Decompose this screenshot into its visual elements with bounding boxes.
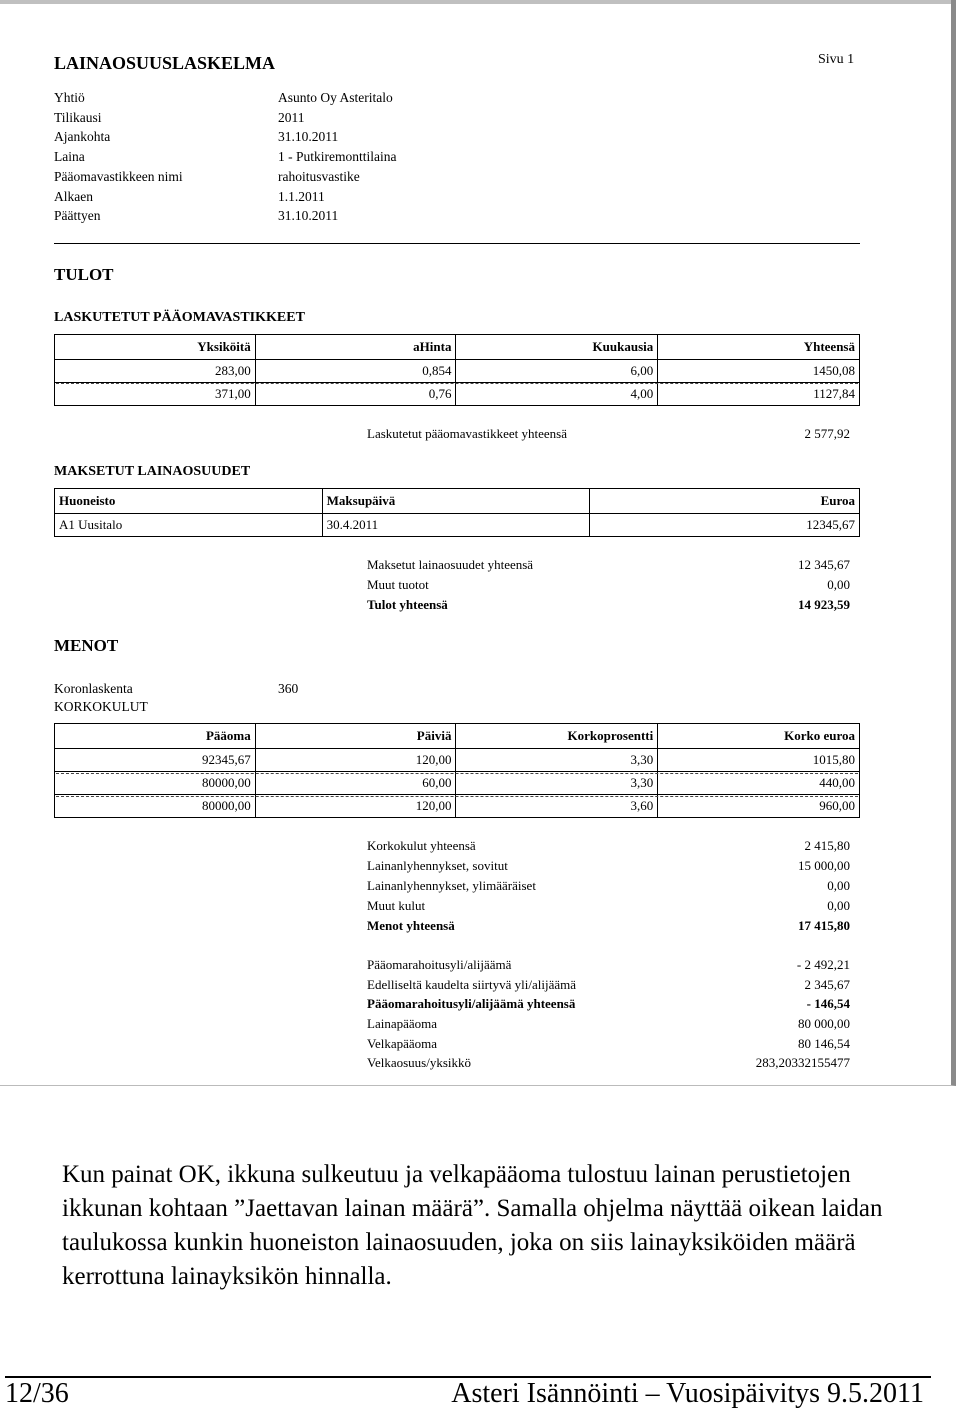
summary-label: Pääomarahoitusyli/alijäämä yhteensä bbox=[367, 996, 576, 1011]
table-cell: 4,00 bbox=[456, 383, 658, 406]
info-value-alkaen: 1.1.2011 bbox=[278, 189, 325, 204]
footer-page-number: 12/36 bbox=[5, 1378, 69, 1409]
laskutetut-total-value: 2 577,92 bbox=[804, 426, 850, 441]
tulot-total-label: Tulot yhteensä bbox=[367, 597, 448, 612]
table-cell: 92345,67 bbox=[55, 749, 256, 772]
table-cell: 1450,08 bbox=[658, 360, 860, 383]
column-header: Kuukausia bbox=[456, 335, 658, 360]
korkokulut-heading: KORKOKULUT bbox=[54, 699, 148, 714]
info-label-paaomavastike: Pääomavastikkeen nimi bbox=[54, 169, 183, 184]
korkokulut-table bbox=[54, 723, 860, 818]
footer-publication: Asteri Isännöinti – Vuosipäivitys 9.5.2011 bbox=[451, 1378, 924, 1409]
window-top-border bbox=[0, 0, 951, 4]
summary-label: Edelliseltä kaudelta siirtyvä yli/alijäämä bbox=[367, 977, 577, 992]
column-header: Yksiköitä bbox=[55, 335, 256, 360]
info-label-tilikausi: Tilikausi bbox=[54, 110, 102, 125]
table-cell: 371,00 bbox=[55, 383, 256, 406]
column-header: Yhteensä bbox=[658, 335, 860, 360]
column-header: Huoneisto bbox=[55, 489, 323, 514]
table-cell: 0,854 bbox=[255, 360, 456, 383]
table-cell: 120,00 bbox=[255, 795, 456, 818]
info-value-paaomavastike: rahoitusvastike bbox=[278, 169, 360, 184]
summary-value: 80 146,54 bbox=[798, 1036, 850, 1051]
summary-label: Muut tuotot bbox=[367, 577, 429, 592]
column-header: Korkoprosentti bbox=[456, 724, 658, 749]
maksetut-table bbox=[54, 488, 860, 537]
summary-label: Lainanlyhennykset, sovitut bbox=[367, 858, 508, 873]
table-cell: 1127,84 bbox=[658, 383, 860, 406]
divider-line bbox=[54, 243, 860, 244]
summary-label: Lainanlyhennykset, ylimääräiset bbox=[367, 878, 536, 893]
table-cell: 3,30 bbox=[456, 749, 658, 772]
dashed-separator bbox=[56, 796, 858, 797]
table-cell: 1015,80 bbox=[658, 749, 860, 772]
summary-value: - 2 492,21 bbox=[796, 957, 850, 972]
table-row bbox=[55, 360, 860, 383]
table-cell: 12345,67 bbox=[590, 514, 860, 537]
table-cell: 60,00 bbox=[255, 772, 456, 795]
summary-label: Velkaosuus/yksikkö bbox=[367, 1055, 471, 1070]
summary-value: 15 000,00 bbox=[798, 858, 850, 873]
menot-total-label: Menot yhteensä bbox=[367, 918, 455, 933]
table-cell: 80000,00 bbox=[55, 795, 256, 818]
summary-value: 2 345,67 bbox=[804, 977, 850, 992]
summary-value: 0,00 bbox=[827, 577, 850, 592]
column-header: aHinta bbox=[255, 335, 456, 360]
menot-total-value: 17 415,80 bbox=[798, 918, 850, 933]
koronlaskenta-label: Koronlaskenta bbox=[54, 681, 133, 696]
column-header: Päiviä bbox=[255, 724, 456, 749]
dashed-separator bbox=[56, 383, 858, 384]
summary-label: Korkokulut yhteensä bbox=[367, 838, 476, 853]
column-header: Pääoma bbox=[55, 724, 256, 749]
info-value-tilikausi: 2011 bbox=[278, 110, 305, 125]
table-row bbox=[55, 514, 860, 537]
info-label-paattyen: Päättyen bbox=[54, 208, 101, 223]
summary-label: Pääomarahoitusyli/alijäämä bbox=[367, 957, 512, 972]
column-header: Korko euroa bbox=[658, 724, 860, 749]
table-cell: 6,00 bbox=[456, 360, 658, 383]
laskutetut-total-label: Laskutetut pääomavastikkeet yhteensä bbox=[367, 426, 567, 441]
table-cell: A1 Uusitalo bbox=[55, 514, 323, 537]
table-cell: 440,00 bbox=[658, 772, 860, 795]
tulot-total-value: 14 923,59 bbox=[798, 597, 850, 612]
table-row bbox=[55, 795, 860, 818]
info-label-yhtio: Yhtiö bbox=[54, 90, 85, 105]
report-title: LAINAOSUUSLASKELMA bbox=[54, 53, 276, 73]
maksetut-heading: MAKSETUT LAINAOSUUDET bbox=[54, 464, 251, 479]
info-value-laina: 1 - Putkiremonttilaina bbox=[278, 149, 397, 164]
summary-value: 80 000,00 bbox=[798, 1016, 850, 1031]
column-header: Euroa bbox=[590, 489, 860, 514]
table-cell: 80000,00 bbox=[55, 772, 256, 795]
table-cell: 960,00 bbox=[658, 795, 860, 818]
summary-label: Lainapääoma bbox=[367, 1016, 438, 1031]
summary-value: 0,00 bbox=[827, 898, 850, 913]
table-row bbox=[55, 772, 860, 795]
info-value-yhtio: Asunto Oy Asteritalo bbox=[278, 90, 393, 105]
table-header-row bbox=[55, 489, 860, 514]
report-page-number: Sivu 1 bbox=[818, 52, 855, 67]
info-label-ajankohta: Ajankohta bbox=[54, 129, 111, 144]
summary-label: Maksetut lainaosuudet yhteensä bbox=[367, 557, 534, 572]
laskutetut-table bbox=[54, 334, 860, 406]
menot-heading: MENOT bbox=[54, 636, 119, 655]
table-cell: 0,76 bbox=[255, 383, 456, 406]
summary-value: - 146,54 bbox=[806, 996, 850, 1011]
info-value-ajankohta: 31.10.2011 bbox=[278, 129, 339, 144]
info-label-alkaen: Alkaen bbox=[54, 189, 93, 204]
column-header: Maksupäivä bbox=[322, 489, 590, 514]
summary-label: Velkapääoma bbox=[367, 1036, 438, 1051]
table-row bbox=[55, 749, 860, 772]
table-cell: 30.4.2011 bbox=[322, 514, 590, 537]
tulot-heading: TULOT bbox=[54, 265, 114, 284]
table-row bbox=[55, 383, 860, 406]
info-value-paattyen: 31.10.2011 bbox=[278, 208, 339, 223]
info-label-laina: Laina bbox=[54, 149, 85, 164]
table-header-row bbox=[55, 335, 860, 360]
summary-value: 2 415,80 bbox=[804, 838, 850, 853]
table-cell: 3,30 bbox=[456, 772, 658, 795]
laskutetut-heading: LASKUTETUT PÄÄOMAVASTIKKEET bbox=[54, 310, 305, 325]
dashed-separator bbox=[56, 773, 858, 774]
summary-label: Muut kulut bbox=[367, 898, 426, 913]
caption-paragraph: Kun painat OK, ikkuna sulkeutuu ja velkapääoma tulostuu lainan perustietojen ikkunan kohtaan ”Jaettavan lainan määrä”. Samalla ohjelma näyttää oikean laidan taulukossa kunkin huoneiston lainaosuuden, joka on siis lainayksiköiden määrä kerrottuna lainayksikön hinnalla. bbox=[62, 1161, 883, 1290]
table-cell: 283,00 bbox=[55, 360, 256, 383]
table-cell: 120,00 bbox=[255, 749, 456, 772]
koronlaskenta-value: 360 bbox=[278, 681, 299, 696]
summary-value: 12 345,67 bbox=[798, 557, 850, 572]
summary-value: 283,20332155477 bbox=[755, 1055, 850, 1070]
table-cell: 3,60 bbox=[456, 795, 658, 818]
summary-value: 0,00 bbox=[827, 878, 850, 893]
table-header-row bbox=[55, 724, 860, 749]
